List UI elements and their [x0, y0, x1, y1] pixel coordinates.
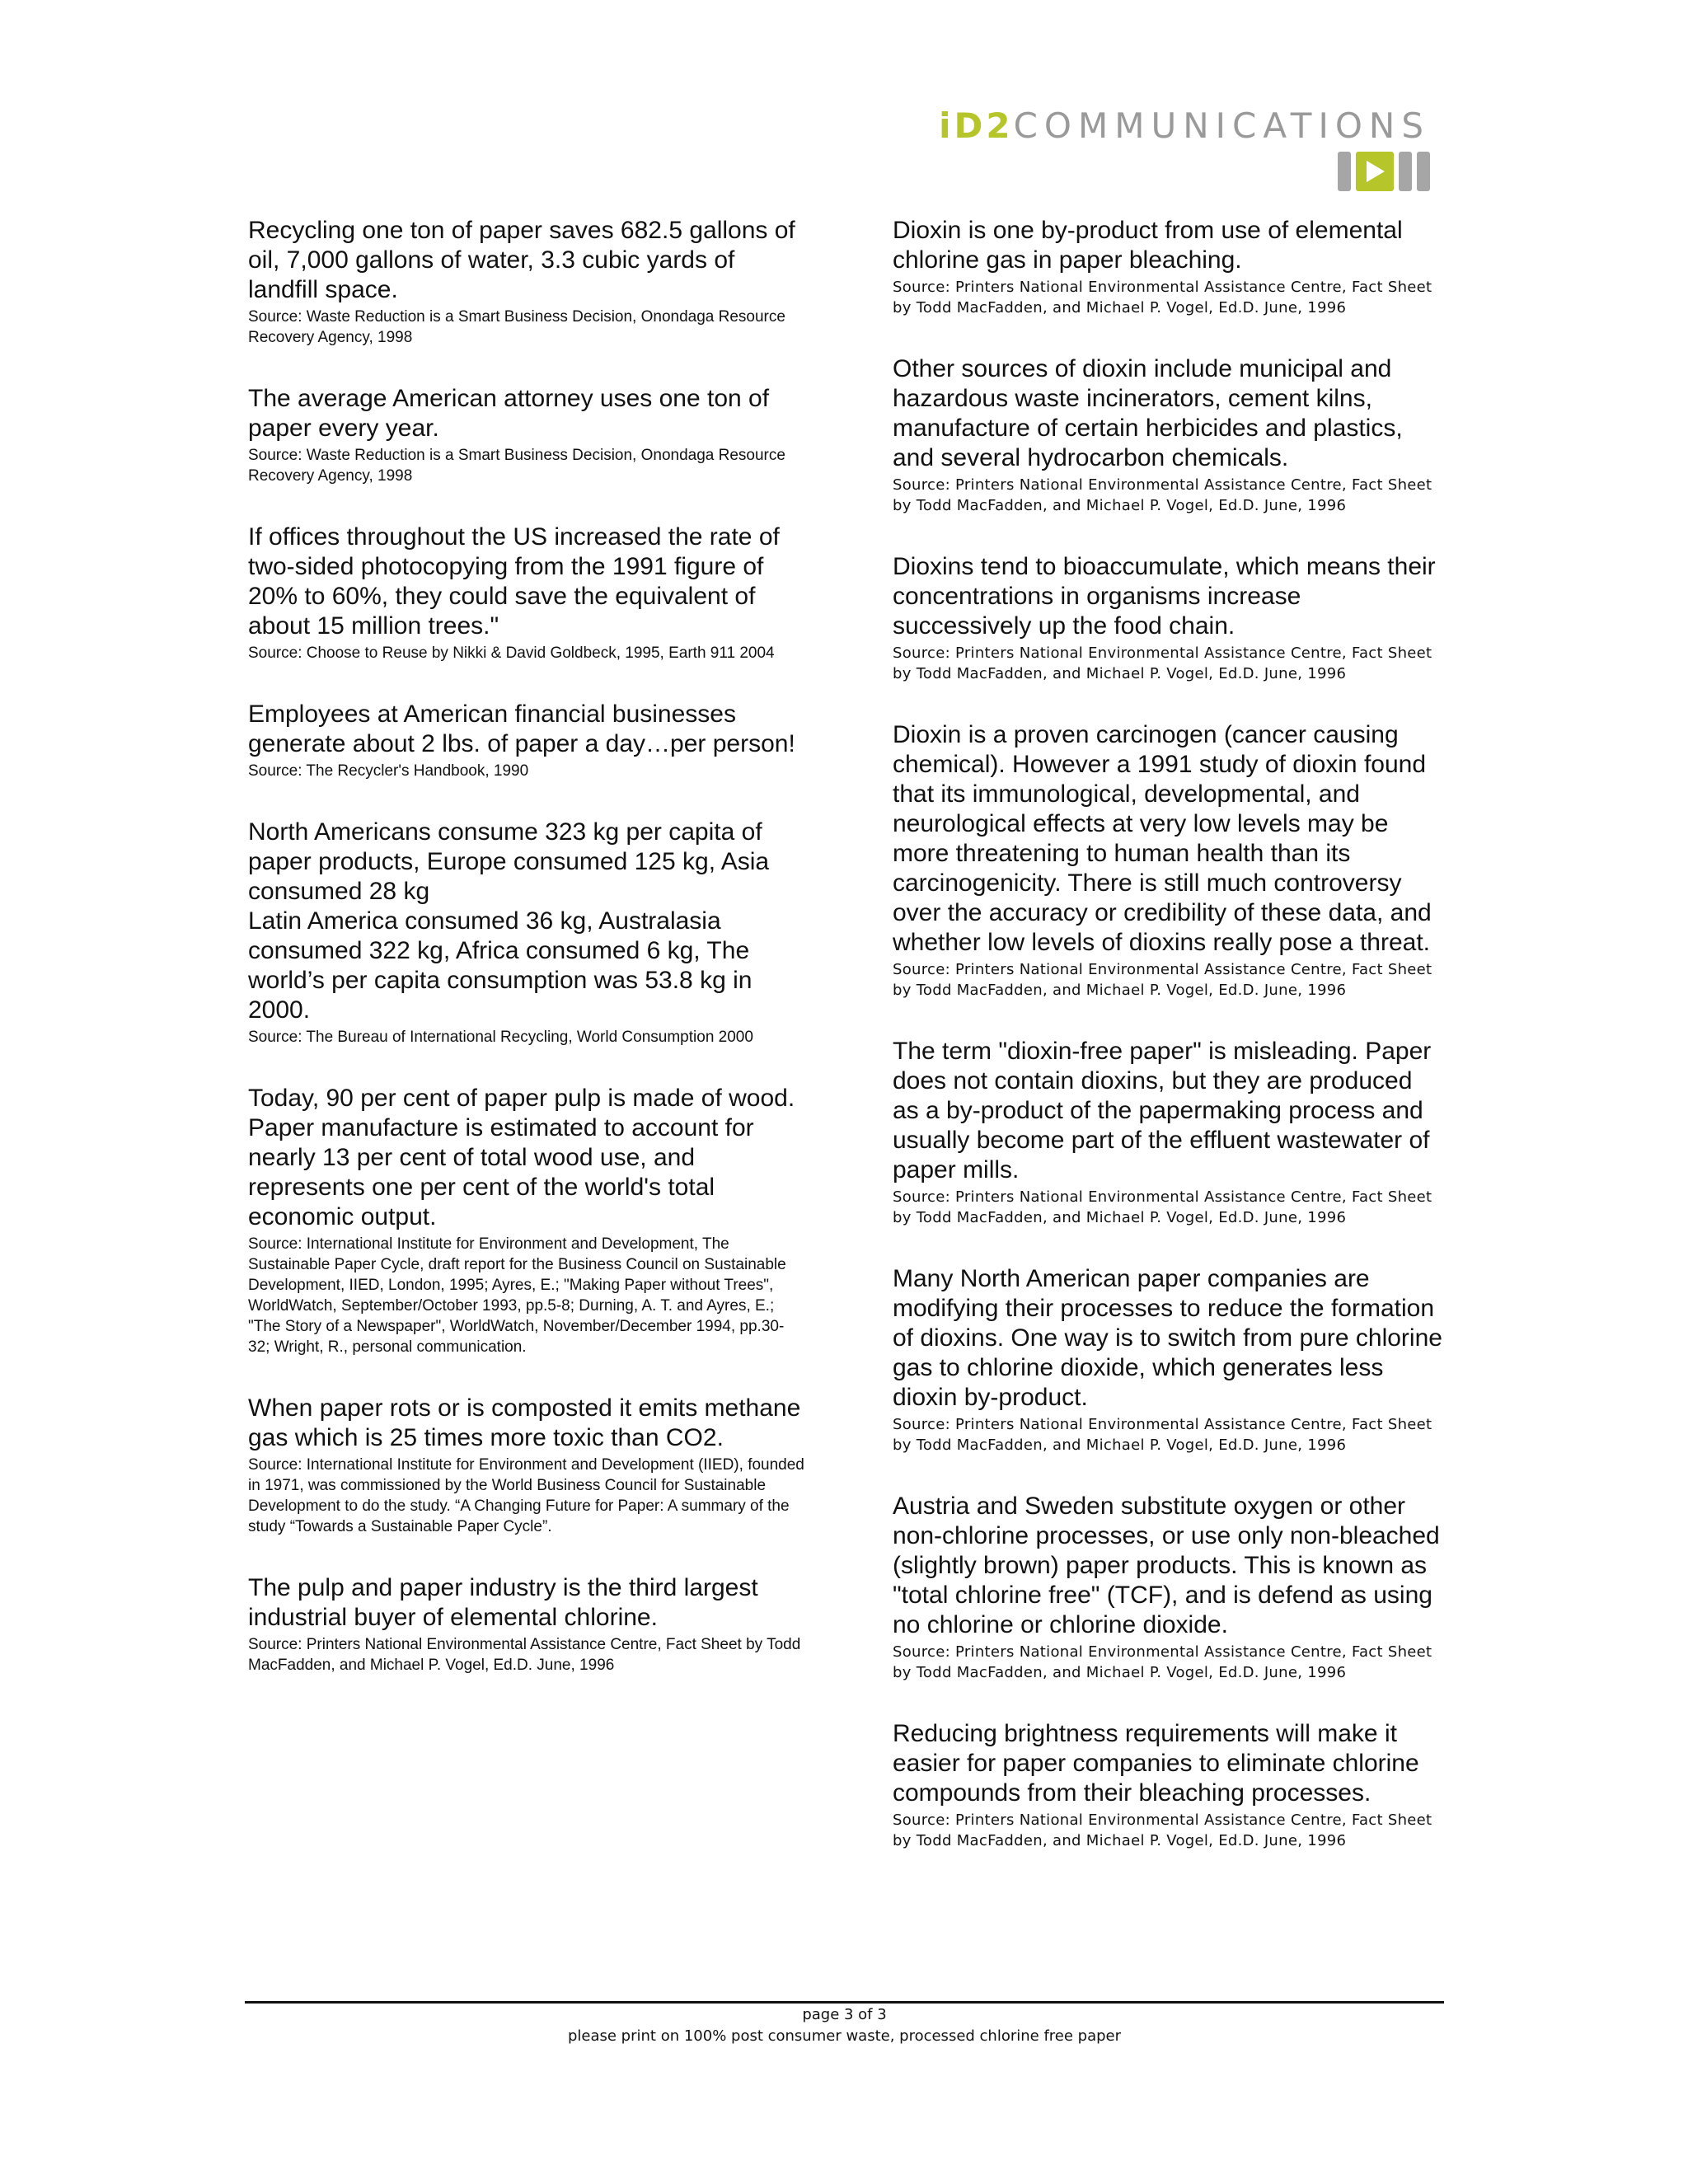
fact-item [893, 354, 1445, 516]
fact-text: Austria and Sweden substitute oxygen or other non-chlorine processes, or use only non-bleached (slightly brown) paper products. This is known as "total chlorine free" (TCF), and is defend as using no chlorine or chlorine dioxide. [893, 1493, 1440, 1638]
fact-item [248, 523, 805, 663]
fact-source: Source: Choose to Reuse by Nikki & David Goldbeck, 1995, Earth 911 2004 [248, 644, 775, 662]
fact-item [893, 552, 1445, 684]
fact-text: Reducing brightness requirements will make it easier for paper companies to eliminate chlorine compounds from their bleaching processes. [893, 1720, 1419, 1807]
logo-name: COMMUNICATIONS [1013, 105, 1430, 146]
fact-text: When paper rots or is composted it emits methane gas which is 25 times more toxic than CO2. [248, 1394, 801, 1451]
fact-text: Today, 90 per cent of paper pulp is made of wood. Paper manufacture is estimated to account for nearly 13 per cent of total wood use, and represents one per cent of the world's total economic output. [248, 1085, 795, 1230]
fact-item [893, 1264, 1445, 1455]
fact-source: Source: Printers National Environmental Assistance Centre, Fact Sheet by Todd MacFadden, and Michael P. Vogel, Ed.D. June, 1996 [893, 476, 1432, 514]
logo-bar-right-1 [1399, 152, 1412, 191]
fact-text: North Americans consume 323 kg per capita of paper products, Europe consumed 125 kg, Asia consumed 28 kg Latin America consumed 36 kg, Australasia consumed 322 kg, Africa consumed 6 kg, The world’s per capita consumption was 53.8 kg in 2000. [248, 818, 770, 1024]
logo-play-icon [1356, 152, 1394, 191]
fact-text: Recycling one ton of paper saves 682.5 gallons of oil, 7,000 gallons of water, 3.3 cubic yards of landfill space. [248, 217, 795, 303]
fact-text: Dioxin is one by-product from use of elemental chlorine gas in paper bleaching. [893, 217, 1403, 274]
fact-text: The term "dioxin-free paper" is misleading. Paper does not contain dioxins, but they are produced as a by-product of the papermaking process and usually become part of the effluent wastewater of paper mills. [893, 1038, 1432, 1183]
fact-text: The average American attorney uses one ton of paper every year. [248, 385, 770, 442]
page-footer [245, 2004, 1444, 2047]
footer-divider [245, 2001, 1444, 2004]
fact-source: Source: International Institute for Environment and Development, The Sustainable Paper Cycle, draft report for the Business Council on Sustainable Development, IIED, London, 1995; Ayres, E.; "Making Paper without Trees", WorldWatch, September/October 1993, pp.5-8; Durning, A. T. and Ayres, E.; "The Story of a Newspaper", WorldWatch, November/December 1994, pp.30-32; Wright, R., personal communication. [248, 1235, 786, 1356]
fact-text: Dioxins tend to bioaccumulate, which means their concentrations in organisms increase successively up the food chain. [893, 553, 1436, 640]
left-column [248, 216, 805, 1712]
fact-item [893, 1037, 1445, 1228]
fact-item [248, 818, 805, 1047]
fact-item [893, 216, 1445, 318]
fact-source: Source: Waste Reduction is a Smart Business Decision, Onondaga Resource Recovery Agency, 1998 [248, 447, 785, 485]
fact-item [893, 720, 1445, 1001]
logo-wordmark [939, 107, 1430, 145]
fact-source: Source: Printers National Environmental Assistance Centre, Fact Sheet by Todd MacFadden, and Michael P. Vogel, Ed.D. June, 1996 [893, 1188, 1432, 1226]
fact-item [893, 1719, 1445, 1851]
fact-item [248, 700, 805, 781]
fact-item [248, 384, 805, 486]
page-number: page 3 of 3 [802, 2006, 887, 2023]
right-column [893, 216, 1445, 1887]
fact-source: Source: Printers National Environmental Assistance Centre, Fact Sheet by Todd MacFadden, and Michael P. Vogel, Ed.D. June, 1996 [893, 279, 1432, 316]
fact-text: If offices throughout the US increased the rate of two-sided photocopying from the 1991 figure of 20% to 60%, they could save the equivalent of about 15 million trees." [248, 523, 780, 640]
company-logo [939, 107, 1430, 191]
logo-bar-left [1338, 152, 1351, 191]
fact-source: Source: Printers National Environmental Assistance Centre, Fact Sheet by Todd MacFadden, and Michael P. Vogel, Ed.D. June, 1996 [893, 1643, 1432, 1681]
fact-source: Source: Printers National Environmental Assistance Centre, Fact Sheet by Todd MacFadden, and Michael P. Vogel, Ed.D. June, 1996 [893, 961, 1432, 999]
fact-source: Source: The Bureau of International Recycling, World Consumption 2000 [248, 1029, 753, 1046]
logo-mark-icon [939, 152, 1430, 191]
fact-source: Source: The Recycler's Handbook, 1990 [248, 762, 529, 780]
fact-item [248, 1394, 805, 1537]
fact-text: Many North American paper companies are modifying their processes to reduce the formation of dioxins. One way is to switch from pure chlorine gas to chlorine dioxide, which generates less dioxin by-product. [893, 1265, 1442, 1411]
fact-item [893, 1492, 1445, 1683]
logo-prefix: iD2 [939, 105, 1014, 146]
fact-text: Dioxin is a proven carcinogen (cancer causing chemical). However a 1991 study of dioxin found that its immunological, developmental, and neurological effects at very low levels may be more threatening to human health than its carcinogenicity. There is still much controversy over the accuracy or credibility of these data, and whether low levels of dioxins really pose a threat. [893, 721, 1432, 956]
fact-text: Employees at American financial businesses generate about 2 lbs. of paper a day…per person! [248, 701, 795, 757]
logo-bar-right-2 [1417, 152, 1430, 191]
fact-source: Source: Waste Reduction is a Smart Business Decision, Onondaga Resource Recovery Agency, 1998 [248, 308, 785, 346]
fact-item [248, 1573, 805, 1675]
fact-source: Source: Printers National Environmental Assistance Centre, Fact Sheet by Todd MacFadden, and Michael P. Vogel, Ed.D. June, 1996 [248, 1636, 801, 1674]
fact-item [248, 216, 805, 348]
fact-text: The pulp and paper industry is the third largest industrial buyer of elemental chlorine. [248, 1574, 758, 1631]
fact-text: Other sources of dioxin include municipal and hazardous waste incinerators, cement kilns, manufacture of certain herbicides and plastics, and several hydrocarbon chemicals. [893, 355, 1403, 471]
print-note: please print on 100% post consumer waste, processed chlorine free paper [567, 2027, 1122, 2045]
fact-item [248, 1084, 805, 1357]
fact-source: Source: International Institute for Environment and Development (IIED), founded in 1971, was commissioned by the World Business Council for Sustainable Development to do the study. “A Changing Future for Paper: A summary of the study “Towards a Sustainable Paper Cycle”. [248, 1456, 804, 1535]
fact-source: Source: Printers National Environmental Assistance Centre, Fact Sheet by Todd MacFadden, and Michael P. Vogel, Ed.D. June, 1996 [893, 1811, 1432, 1849]
fact-source: Source: Printers National Environmental Assistance Centre, Fact Sheet by Todd MacFadden, and Michael P. Vogel, Ed.D. June, 1996 [893, 644, 1432, 682]
fact-source: Source: Printers National Environmental Assistance Centre, Fact Sheet by Todd MacFadden, and Michael P. Vogel, Ed.D. June, 1996 [893, 1416, 1432, 1454]
